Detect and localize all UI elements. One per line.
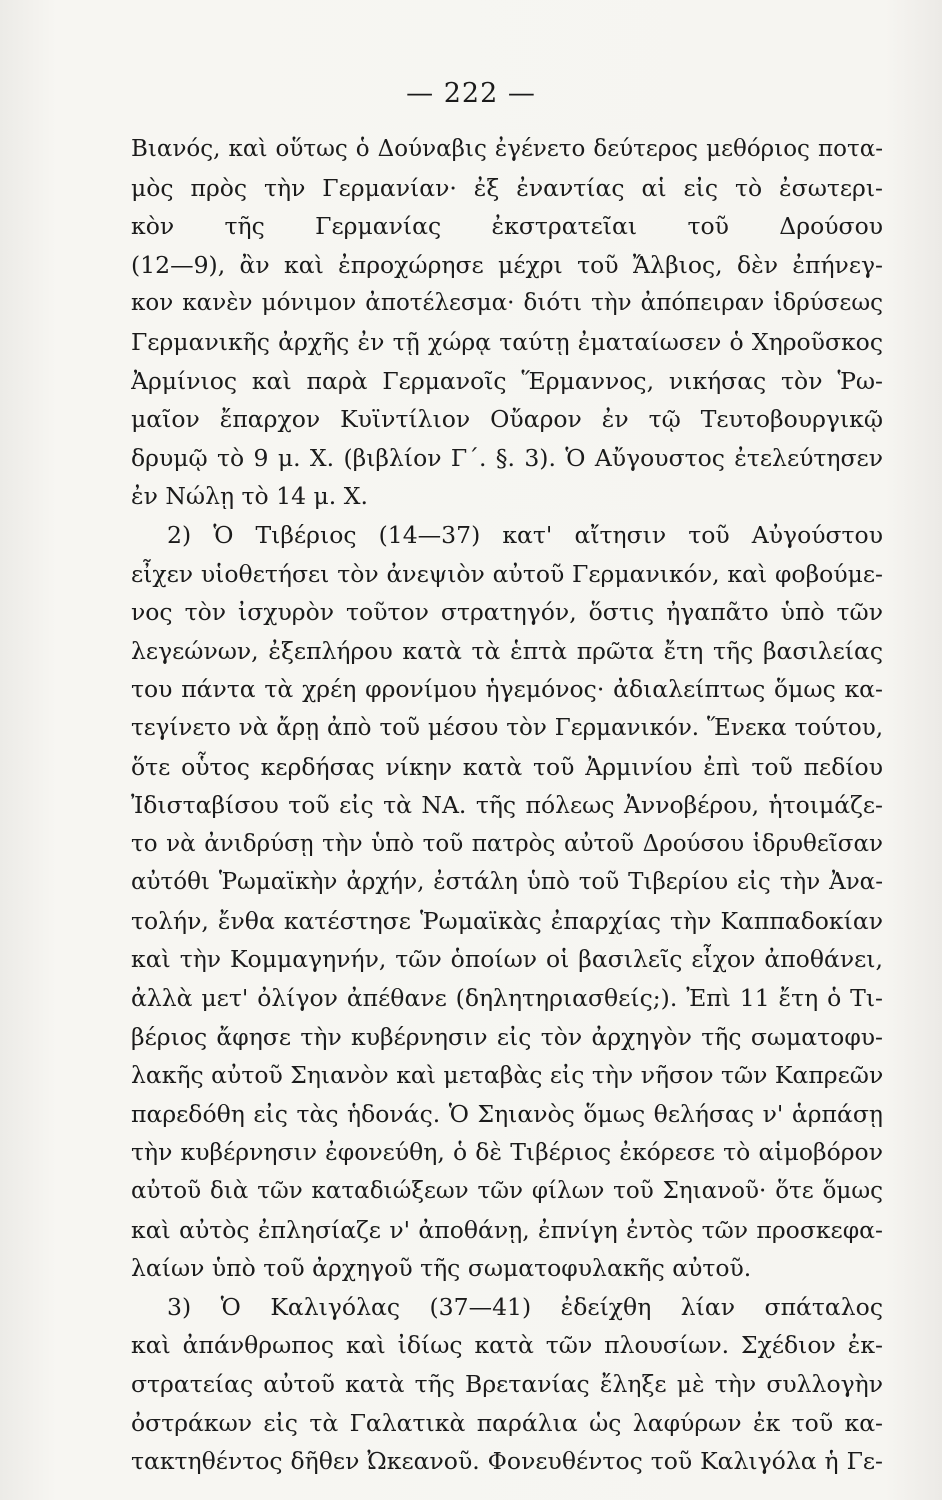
text-line: καὶ τὴν Κομμαγηνήν, τῶν ὁποίων οἱ βασιλεῖς εἶχον ἀποθάνει,: [131, 945, 883, 974]
text-line: του πάντα τὰ χρέη φρονίμου ἡγεμόνος· ἀδιαλείπτως ὅμως κα-: [131, 675, 883, 704]
text-line: λεγεώνων, ἐξεπλήρου κατὰ τὰ ἑπτὰ πρῶτα ἔτη τῆς βασιλείας: [131, 636, 883, 665]
text-line: (12—9), ἂν καὶ ἐπροχώρησε μέχρι τοῦ Ἄλβιος, δὲν ἐπήνεγ-: [131, 250, 883, 279]
text-line: εἶχεν υἱοθετήσει τὸν ἀνεψιὸν αὐτοῦ Γερμανικόν, καὶ φοβούμε-: [131, 559, 883, 588]
text-line: τακτηθέντος δῆθεν Ὠκεανοῦ. Φονευθέντος τοῦ Καλιγόλα ἡ Γε-: [131, 1447, 883, 1476]
text-line: βέριος ἄφησε τὴν κυβέρνησιν εἰς τὸν ἀρχηγὸν τῆς σωματοφυ-: [131, 1022, 883, 1051]
text-line: κὸν τῆς Γερμανίας ἐκστρατεῖαι τοῦ Δρούσου: [131, 212, 883, 241]
text-line: καὶ ἀπάνθρωπος καὶ ἰδίως κατὰ τῶν πλουσίων. Σχέδιον ἐκ-: [131, 1331, 883, 1360]
text-line: νος τὸν ἰσχυρὸν τοῦτον στρατηγόν, ὅστις ἠγαπᾶτο ὑπὸ τῶν: [131, 598, 883, 627]
text-line: το νὰ ἀνιδρύσῃ τὴν ὑπὸ τοῦ πατρὸς αὐτοῦ Δρούσου ἱδρυθεῖσαν: [131, 830, 883, 857]
paragraph-start-line: 2) Ὁ Τιβέριος (14—37) κατ' αἴτησιν τοῦ Αὐγούστου: [167, 520, 883, 549]
text-line: λαίων ὑπὸ τοῦ ἀρχηγοῦ τῆς σωματοφυλακῆς αὐτοῦ.: [131, 1254, 752, 1283]
text-line: αὐτοῦ διὰ τῶν καταδιώξεων τῶν φίλων τοῦ Σηιανοῦ· ὅτε ὅμως: [131, 1178, 883, 1205]
text-line: Ἀρμίνιος καὶ παρὰ Γερμανοῖς Ἕρμαννος, νικήσας τὸν Ῥω-: [131, 366, 883, 395]
text-line: ὅτε οὗτος κερδήσας νίκην κατὰ τοῦ Ἀρμινίου ἐπὶ τοῦ πεδίου: [131, 752, 883, 781]
text-line: ἀλλὰ μετ' ὀλίγον ἀπέθανε (δηλητηριασθείς;). Ἐπὶ 11 ἔτη ὁ Τι-: [131, 984, 883, 1013]
text-line: τολήν, ἔνθα κατέστησε Ῥωμαϊκὰς ἐπαρχίας τὴν Καππαδοκίαν: [131, 906, 883, 935]
text-line: μαῖον ἔπαρχον Κυϊντίλιον Οὔαρον ἐν τῷ Τευτοβουργικῷ: [131, 405, 883, 434]
text-line: παρεδόθη εἰς τὰς ἡδονάς. Ὁ Σηιανὸς ὅμως θελήσας ν' ἁρπάσῃ: [131, 1099, 883, 1128]
text-line: στρατείας αὐτοῦ κατὰ τῆς Βρετανίας ἔληξε μὲ τὴν συλλογὴν: [131, 1370, 883, 1398]
page-number: — 222 —: [406, 78, 536, 109]
text-line: καὶ αὐτὸς ἐπλησίαζε ν' ἀποθάνῃ, ἐπνίγη ἐντὸς τῶν προσκεφα-: [131, 1215, 883, 1244]
text-line: Ἰδισταβίσου τοῦ εἰς τὰ ΝΑ. τῆς πόλεως Ἀννοβέρου, ἡτοιμάζε-: [131, 791, 883, 820]
text-line: δρυμῷ τὸ 9 μ. Χ. (βιβλίον Γ΄. §. 3). Ὁ Αὔγουστος ἐτελεύτησεν: [131, 443, 883, 472]
text-line: αὐτόθι Ῥωμαϊκὴν ἀρχήν, ἐστάλη ὑπὸ τοῦ Τιβερίου εἰς τὴν Ἀνα-: [131, 869, 883, 896]
text-line: Γερμανικῆς ἀρχῆς ἐν τῇ χώρᾳ ταύτῃ ἐματαίωσεν ὁ Χηροῦσκος: [131, 327, 883, 356]
text-line: μὸς πρὸς τὴν Γερμανίαν· ἐξ ἐναντίας αἱ εἰς τὸ ἐσωτερι-: [131, 173, 883, 202]
body-text: [131, 130, 883, 1481]
text-line: ἐν Νώλῃ τὸ 14 μ. Χ.: [131, 482, 368, 511]
text-line: λακῆς αὐτοῦ Σηιανὸν καὶ μεταβὰς εἰς τὴν νῆσον τῶν Καπρεῶν: [131, 1061, 883, 1090]
text-line: ὀστράκων εἰς τὰ Γαλατικὰ παράλια ὡς λαφύρων ἐκ τοῦ κα-: [131, 1408, 883, 1437]
text-line: Βιανός, καὶ οὕτως ὁ Δούναβις ἐγένετο δεύτερος μεθόριος ποτα-: [131, 136, 883, 162]
text-line: τὴν κυβέρνησιν ἐφονεύθη, ὁ δὲ Τιβέριος ἐκόρεσε τὸ αἱμοβόρον: [131, 1138, 883, 1167]
text-line: τεγίνετο νὰ ἄρῃ ἀπὸ τοῦ μέσου τὸν Γερμανικόν. Ἕνεκα τούτου,: [131, 714, 883, 741]
text-line: κον κανὲν μόνιμον ἀποτέλεσμα· διότι τὴν ἀπόπειραν ἱδρύσεως: [131, 290, 883, 317]
paragraph-start-line: 3) Ὁ Καλιγόλας (37—41) ἐδείχθη λίαν σπάταλος: [167, 1292, 883, 1321]
